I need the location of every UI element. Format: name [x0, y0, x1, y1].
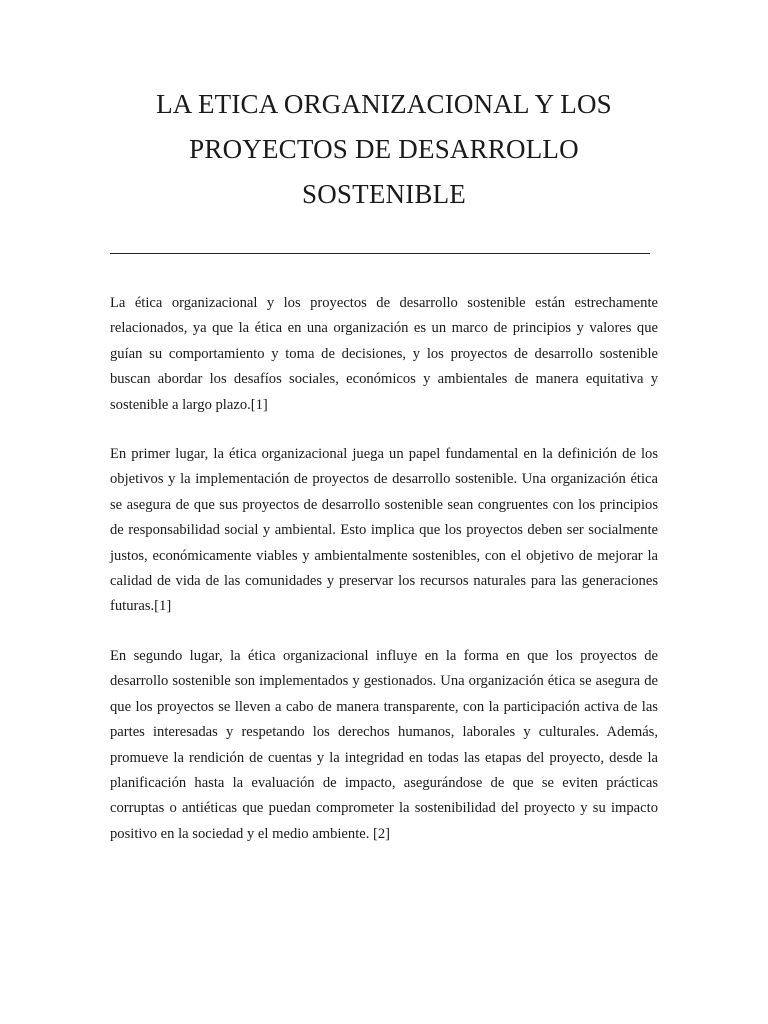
title-divider	[110, 253, 650, 254]
page-title	[60, 82, 708, 217]
paragraph-first-point: En primer lugar, la ética organizacional juega un papel fundamental en la definición de los objetivos y la implementación de proyectos de desarrollo sostenible. Una organización ética se asegura de que sus proyectos de desarrollo sostenible sean congruentes con los principios de responsabilidad social y ambiental. Esto implica que los proyectos deben ser socialmente justos, económicamente viables y ambientalmente sostenibles, con el objetivo de mejorar la calidad de vida de las comunidades y preservar los recursos naturales para las generaciones futuras.[1]	[110, 446, 658, 615]
title-line: SOSTENIBLE	[302, 179, 466, 209]
paragraph-intro: La ética organizacional y los proyectos de desarrollo sostenible están estrechamente relacionados, ya que la ética en una organización es un marco de principios y valores que guían su comportamiento y toma de decisiones, y los proyectos de desarrollo sostenible buscan abordar los desafíos sociales, económicos y ambientales de manera equitativa y sostenible a largo plazo.[1]	[110, 295, 658, 413]
body-text	[110, 291, 658, 871]
title-line: PROYECTOS DE DESARROLLO	[189, 134, 579, 164]
title-line: LA ETICA ORGANIZACIONAL Y LOS	[156, 89, 612, 119]
paragraph-second-point: En segundo lugar, la ética organizacional influye en la forma en que los proyectos de desarrollo sostenible son implementados y gestionados. Una organización ética se asegura de que los proyectos se lleven a cabo de manera transparente, con la participación activa de las partes interesadas y respetando los derechos humanos, laborales y culturales. Además, promueve la rendición de cuentas y la integridad en todas las etapas del proyecto, desde la planificación hasta la evaluación de impacto, asegurándose de que se eviten prácticas corruptas o antiéticas que puedan comprometer la sostenibilidad del proyecto y su impacto positivo en la sociedad y el medio ambiente. [2]	[110, 647, 658, 842]
